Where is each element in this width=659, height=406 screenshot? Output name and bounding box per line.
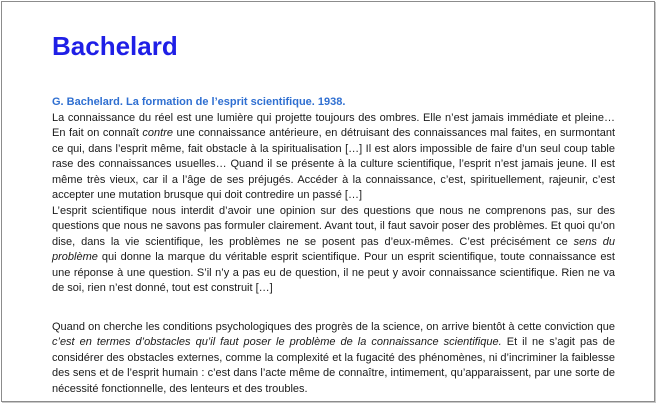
paragraph-3 bbox=[52, 320, 615, 398]
paragraph-2-emphasis: sens du problème bbox=[52, 235, 615, 263]
paragraph-1 bbox=[52, 111, 615, 204]
paragraph-spacer bbox=[52, 297, 615, 320]
document-body bbox=[52, 95, 615, 397]
paragraph-3-text-c: Et il ne s’agit pas de considérer des obstacles externes, comme la complexité et la fugacité des phénomènes, ni d’incriminer la faiblesse des sens et de l’esprit humain : c’est dans l’acte même de connaître, intimement, qu’apparaissent, par une sorte de nécessité fonctionnelle, des lenteurs et des troubles. bbox=[52, 336, 615, 395]
paragraph-1-emphasis: contre bbox=[142, 127, 173, 139]
paragraph-3-text-a: Quand on cherche les conditions psychologiques des progrès de la science, on arrive bientôt à cette conviction que bbox=[52, 320, 615, 333]
paragraph-1-text-a: La connaissance du réel est une lumière qui projette toujours des ombres. Elle n’est jamais immédiate et pleine… En fait on connaît bbox=[52, 111, 615, 139]
paragraph-3-emphasis: c’est en termes d’obstacles qu’il faut poser le problème de la connaissance scientifique. bbox=[52, 336, 502, 348]
page-title: Bachelard bbox=[52, 31, 178, 61]
paragraph-2-text-c: qui donne la marque du véritable esprit scientifique. Pour un esprit scientifique, toute connaissance est une réponse à une question. S’il n’y a pas eu de question, il ne peut y avoir connaissance scientifique. Rien ne va de soi, rien n’est donné, tout est construit […] bbox=[52, 251, 615, 294]
source-citation: G. Bachelard. La formation de l’esprit scientifique. 1938. bbox=[52, 96, 346, 108]
paragraph-2-text-a: L’esprit scientifique nous interdit d’avoir une opinion sur des questions que nous ne comprenons pas, sur des questions que nous ne savons pas formuler clairement. Avant tout, il faut savoir poser des problèmes. Et quoi qu’on dise, dans la vie scientifique, les problèmes ne se posent pas d’eux-mêmes. C’est précisément ce bbox=[52, 204, 615, 248]
paragraph-1-text-c: une connaissance antérieure, en détruisant des connaissances mal faites, en surmontant ce qui, dans l’esprit même, fait obstacle à la spiritualisation […] Il est alors impossible de faire d’un seul coup table rase des connaissances usuelles… Quand il se présente à la culture scientifique, l’esprit n’est jamais jeune. Il est même très vieux, car il a l’âge de ses préjugés. Accéder à la connaissance, c’est, spirituellement, rajeunir, c’est accepter une mutation brusque qui doit contredire un passé […] bbox=[52, 127, 615, 201]
paragraph-2 bbox=[52, 204, 615, 297]
page-frame bbox=[1, 1, 655, 402]
